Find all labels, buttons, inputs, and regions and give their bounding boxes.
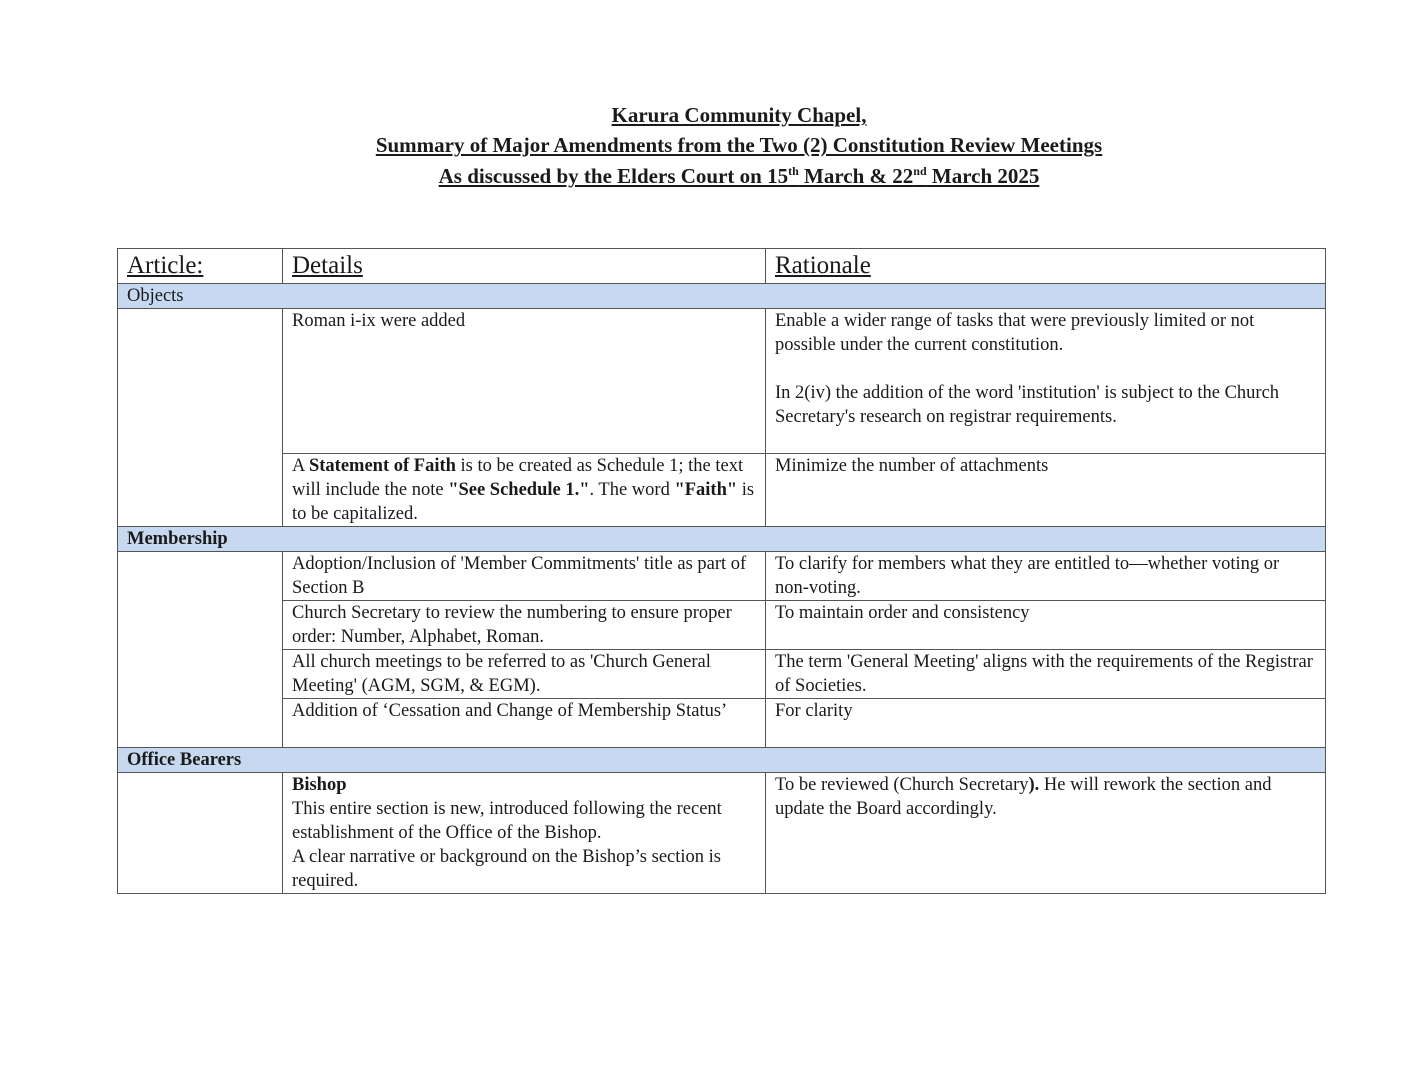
rationale-cell: To clarify for members what they are entitled to—whether voting or non-voting. [766, 552, 1326, 601]
table-row [118, 552, 1326, 601]
column-header-rationale: Rationale [766, 249, 1326, 284]
table-row [118, 650, 1326, 699]
section-row-membership [118, 527, 1326, 552]
amendments-table [117, 248, 1326, 894]
church-name: Karura Community Chapel, [611, 103, 867, 127]
rationale-cell: For clarity [766, 699, 1326, 748]
column-header-details: Details [283, 249, 766, 284]
details-cell: Bishop This entire section is new, introduced following the recent establishment of the Office of the Bishop. A clear narrative or background on the Bishop’s section is required. [283, 773, 766, 894]
details-cell: Addition of ‘Cessation and Change of Membership Status’ [283, 699, 766, 748]
section-row-objects [118, 284, 1326, 309]
section-row-office-bearers [118, 748, 1326, 773]
details-cell: All church meetings to be referred to as 'Church General Meeting' (AGM, SGM, & EGM). [283, 650, 766, 699]
table-row [118, 699, 1326, 748]
article-cell [118, 552, 283, 748]
document-subtitle: As discussed by the Elders Court on 15th March & 22nd March 2025 [438, 164, 1040, 188]
table-row [118, 309, 1326, 454]
rationale-cell: To be reviewed (Church Secretary). He will rework the section and update the Board accordingly. [766, 773, 1326, 894]
document-title: Summary of Major Amendments from the Two (2) Constitution Review Meetings [375, 133, 1103, 157]
details-cell: Roman i-ix were added [283, 309, 766, 454]
article-cell [118, 309, 283, 527]
details-cell: A Statement of Faith is to be created as Schedule 1; the text will include the note "See Schedule 1.". The word "Faith" is to be capitalized. [283, 454, 766, 527]
details-cell: Adoption/Inclusion of 'Member Commitments' title as part of Section B [283, 552, 766, 601]
section-title: Office Bearers [118, 748, 1326, 773]
section-title: Objects [118, 284, 1326, 309]
table-header-row [118, 249, 1326, 284]
rationale-cell: To maintain order and consistency [766, 601, 1326, 650]
rationale-cell: The term 'General Meeting' aligns with the requirements of the Registrar of Societies. [766, 650, 1326, 699]
document-title-block [0, 100, 1408, 192]
article-cell [118, 773, 283, 894]
section-title: Membership [118, 527, 1326, 552]
rationale-cell: Minimize the number of attachments [766, 454, 1326, 527]
table-row [118, 454, 1326, 527]
rationale-cell: Enable a wider range of tasks that were previously limited or not possible under the current constitution. In 2(iv) the addition of the word 'institution' is subject to the Church Secretary's research on registrar requirements. [766, 309, 1326, 454]
column-header-article: Article: [118, 249, 283, 284]
table-row [118, 773, 1326, 894]
table-row [118, 601, 1326, 650]
details-cell: Church Secretary to review the numbering to ensure proper order: Number, Alphabet, Roman. [283, 601, 766, 650]
